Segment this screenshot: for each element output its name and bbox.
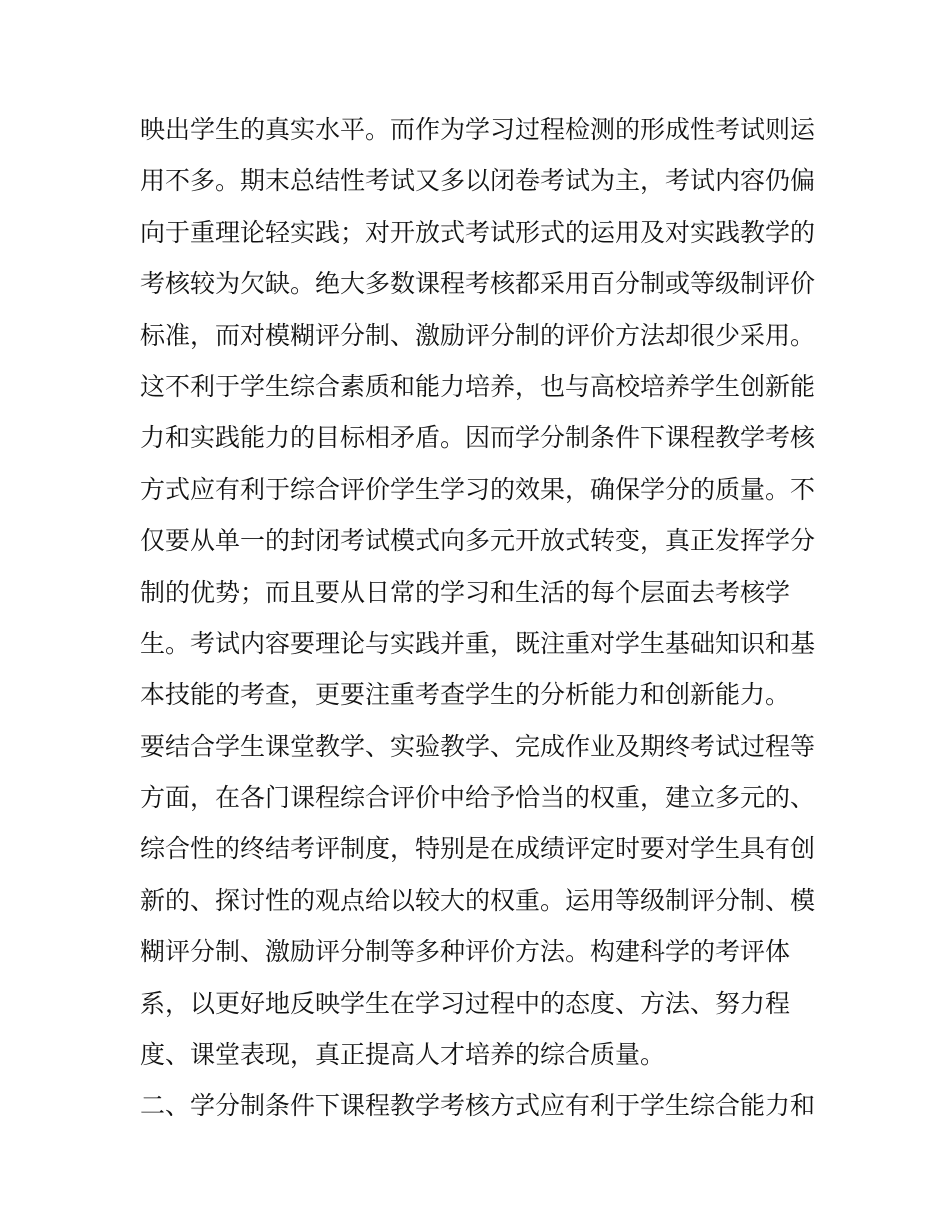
text-line: 标准，而对模糊评分制、激励评分制的评价方法却很少采用。	[140, 320, 816, 350]
text-line: 要结合学生课堂教学、实验教学、完成作业及期终考试过程等	[140, 731, 816, 761]
text-line: 糊评分制、激励评分制等多种评价方法。构建科学的考评体	[140, 937, 791, 967]
text-line: 方面，在各门课程综合评价中给予恰当的权重，建立多元的、	[140, 783, 816, 813]
text-line: 用不多。期末总结性考试又多以闭卷考试为主，考试内容仍偏	[140, 166, 816, 196]
text-line: 本技能的考查，更要注重考查学生的分析能力和创新能力。	[140, 680, 791, 710]
text-line: 力和实践能力的目标相矛盾。因而学分制条件下课程教学考核	[140, 423, 816, 453]
text-line: 这不利于学生综合素质和能力培养，也与高校培养学生创新能	[140, 371, 816, 401]
text-line: 制的优势；而且要从日常的学习和生活的每个层面去考核学	[140, 577, 791, 607]
text-line: 度、课堂表现，真正提高人才培养的综合质量。	[140, 1040, 666, 1070]
text-line: 系，以更好地反映学生在学习过程中的态度、方法、努力程	[140, 988, 791, 1018]
text-line: 向于重理论轻实践；对开放式考试形式的运用及对实践教学的	[140, 217, 816, 247]
body-text	[140, 104, 820, 1132]
text-line: 生。考试内容要理论与实践并重，既注重对学生基础知识和基	[140, 628, 816, 658]
section-heading: 二、学分制条件下课程教学考核方式应有利于学生综合能力和	[140, 1091, 816, 1121]
text-line: 考核较为欠缺。绝大多数课程考核都采用百分制或等级制评价	[140, 269, 816, 299]
text-line: 综合性的终结考评制度，特别是在成绩评定时要对学生具有创	[140, 834, 816, 864]
text-line: 方式应有利于综合评价学生学习的效果，确保学分的质量。不	[140, 474, 816, 504]
text-line: 仅要从单一的封闭考试模式向多元开放式转变，真正发挥学分	[140, 526, 816, 556]
text-line: 新的、探讨性的观点给以较大的权重。运用等级制评分制、模	[140, 885, 816, 915]
text-line: 映出学生的真实水平。而作为学习过程检测的形成性考试则运	[140, 115, 816, 144]
